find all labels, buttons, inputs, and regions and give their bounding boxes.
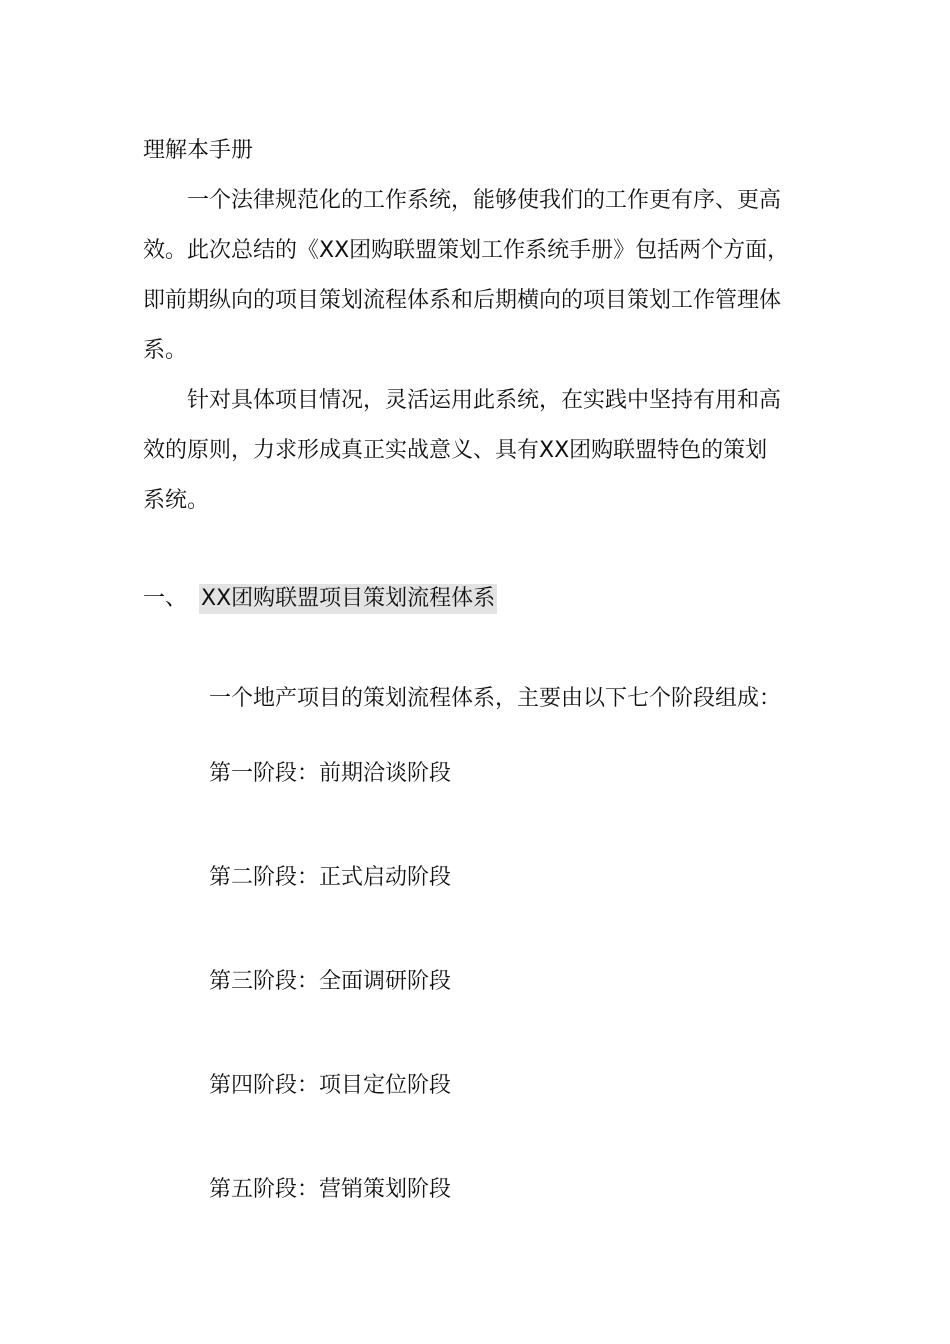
section-title: XX团购联盟项目策划流程体系 [199,584,497,614]
stage-item: 第五阶段：营销策划阶段 [209,1177,452,1202]
heading-fragment: 理解本手册 [143,138,254,163]
paragraph1-line4: 系。 [143,338,188,363]
section-number: 一、 [143,586,188,611]
stage-item: 第四阶段：项目定位阶段 [209,1073,452,1098]
stage-item: 第一阶段：前期洽谈阶段 [209,761,452,786]
paragraph2-line2: 效的原则，力求形成真正实战意义、具有XX团购联盟特色的策划 [143,438,768,463]
paragraph2-line1: 针对具体项目情况，灵活运用此系统，在实践中坚持有用和高 [187,388,782,413]
paragraph2-line3: 系统。 [143,488,210,513]
paragraph1-line3: 即前期纵向的项目策划流程体系和后期横向的项目策划工作管理体 [143,288,782,313]
section-intro: 一个地产项目的策划流程体系，主要由以下七个阶段组成： [209,686,782,711]
paragraph1-line2: 效。此次总结的《XX团购联盟策划工作系统手册》包括两个方面， [143,238,790,263]
stage-item: 第三阶段：全面调研阶段 [209,969,452,994]
stage-item: 第二阶段：正式启动阶段 [209,865,452,890]
paragraph1-line1: 一个法律规范化的工作系统，能够使我们的工作更有序、更高 [187,188,782,213]
